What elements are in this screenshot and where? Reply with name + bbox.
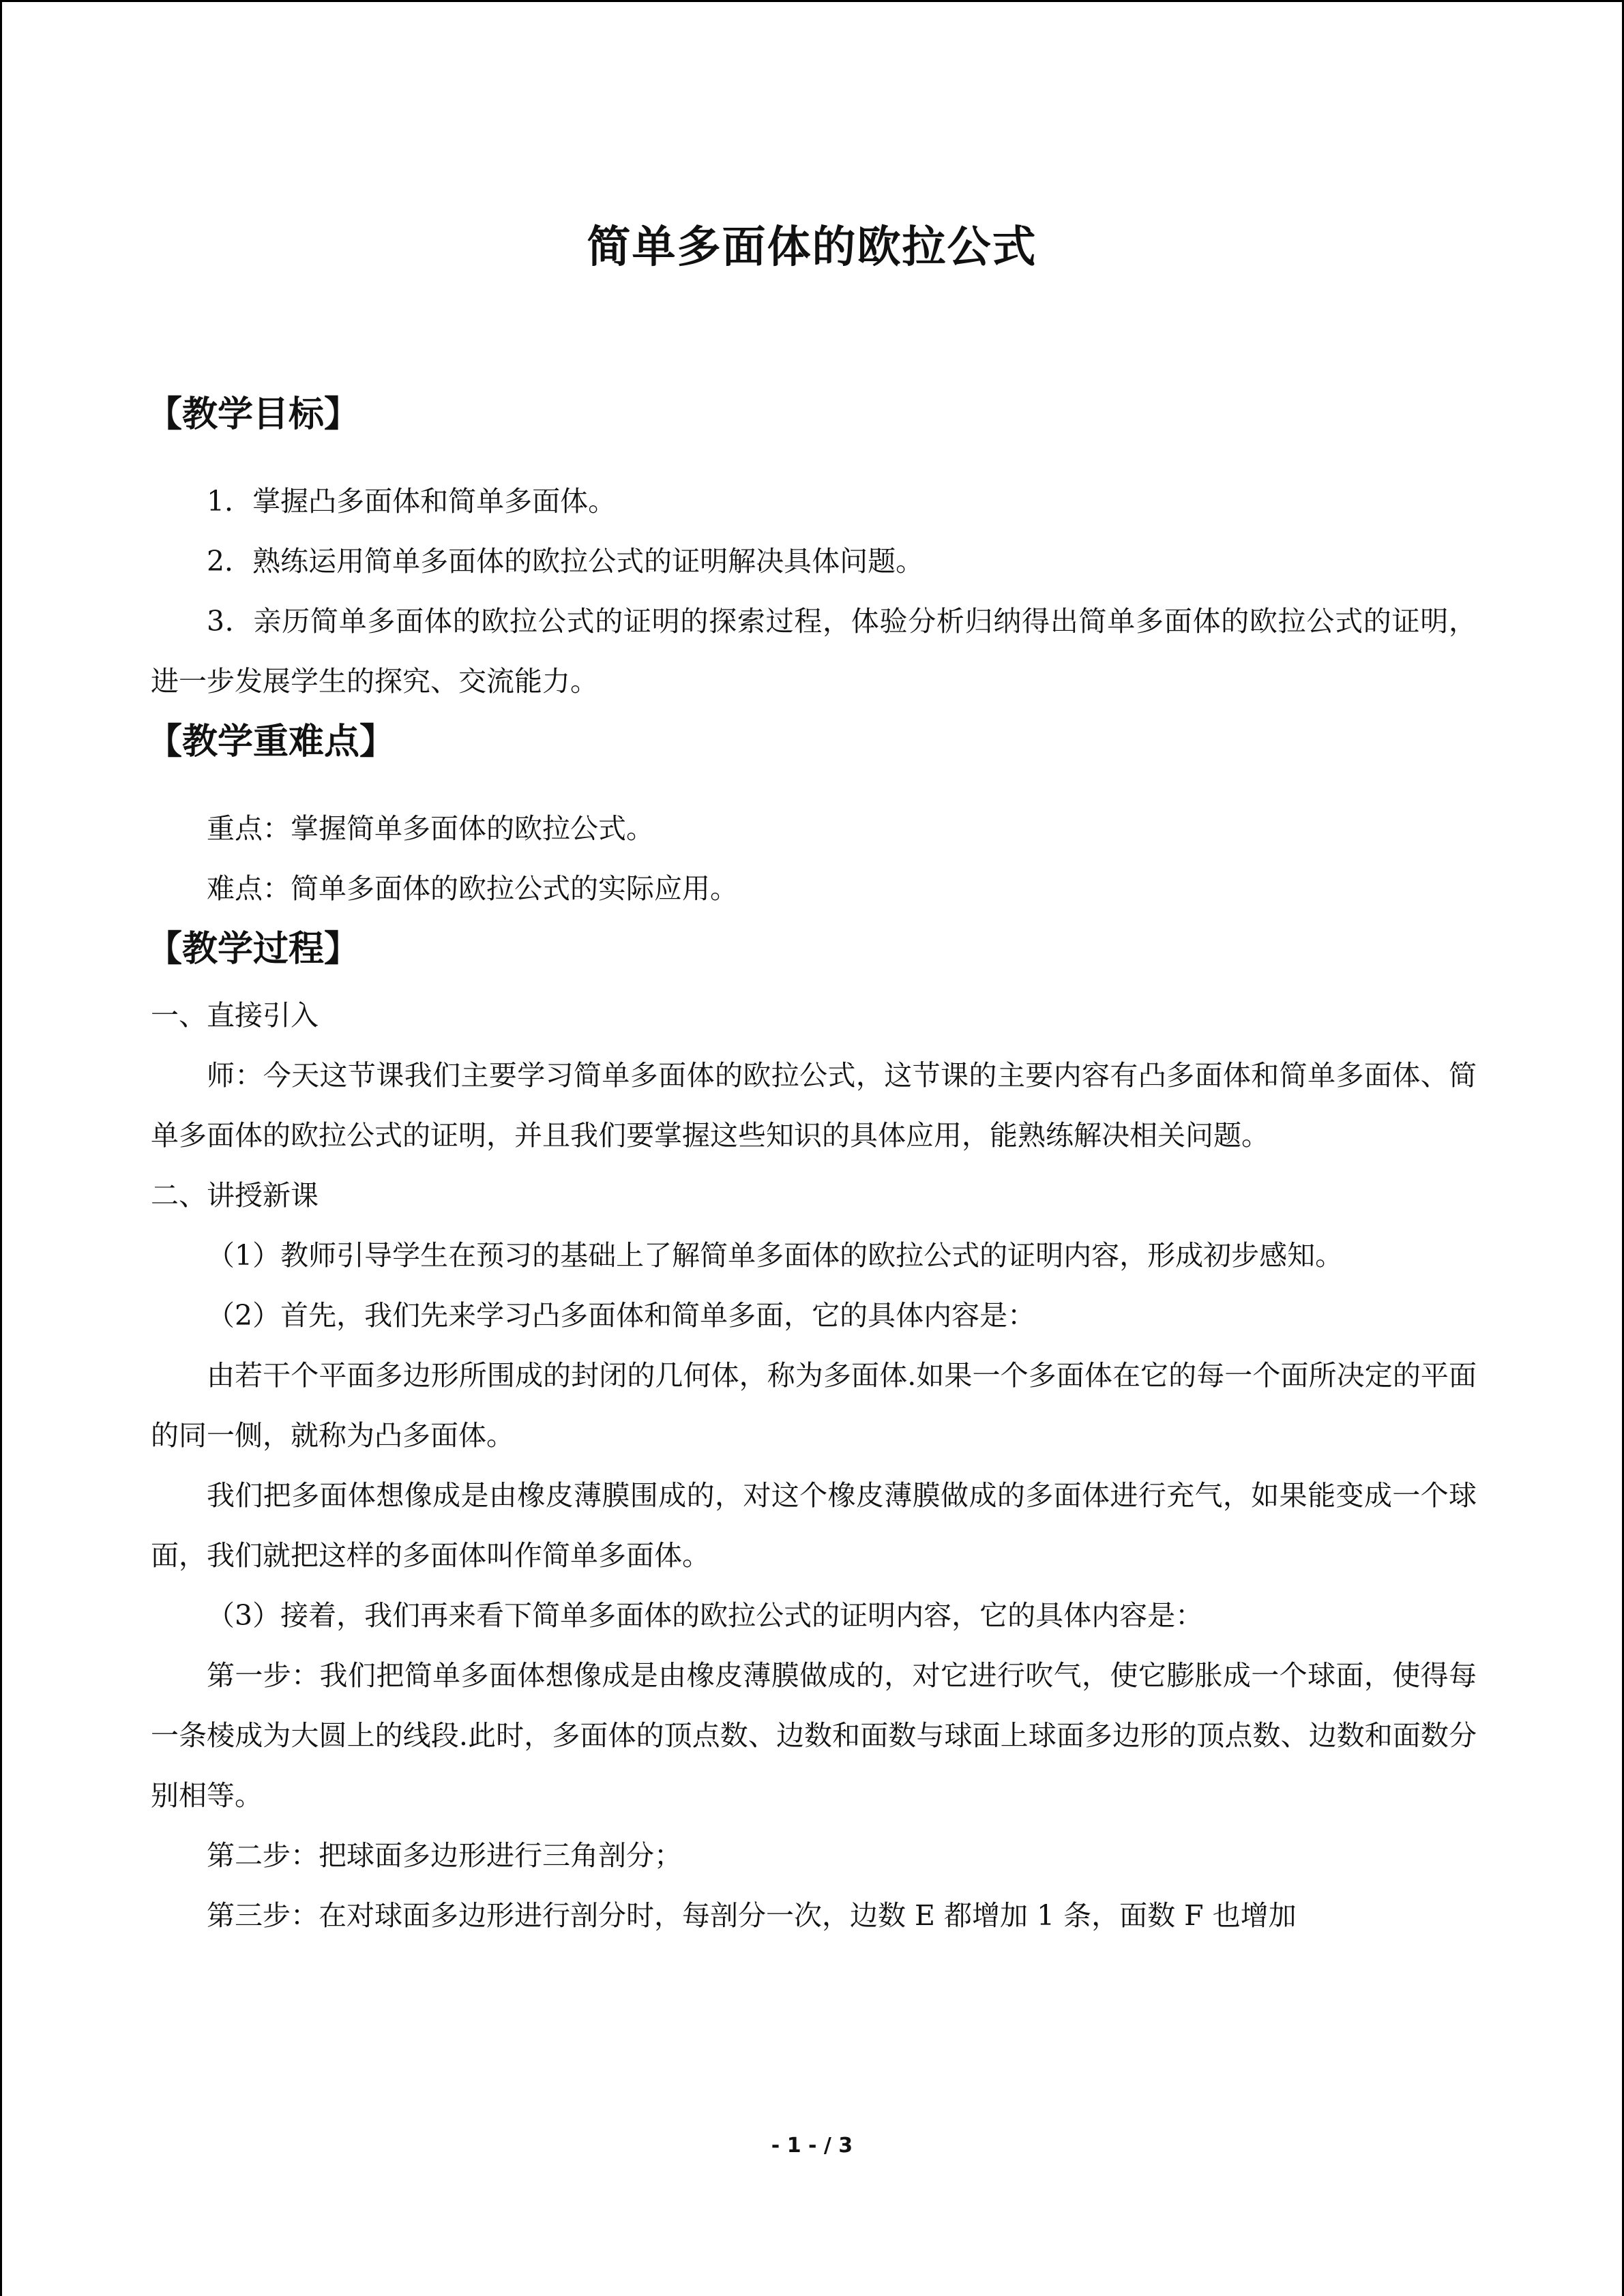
section-heading-key-points: 【教学重难点】 xyxy=(147,721,396,762)
process-step1: （1）教师引导学生在预习的基础上了解简单多面体的欧拉公式的证明内容，形成初步感知。 xyxy=(207,1239,1344,1272)
proof-step-1: 第一步：我们把简单多面体想像成是由橡皮薄膜做成的，对它进行吹气，使它膨胀成一个球面，使得每一条棱成为大圆上的线段.此时，多面体的顶点数、边数和面数与球面上球面多边形的顶点数、边数和面数分别相等。 xyxy=(151,1659,1477,1812)
key-point-difficulty: 难点：简单多面体的欧拉公式的实际应用。 xyxy=(207,872,738,905)
objective-item-2: 2．熟练运用简单多面体的欧拉公式的证明解决具体问题。 xyxy=(207,545,924,578)
objective-item-1: 1．掌握凸多面体和简单多面体。 xyxy=(207,485,617,518)
key-point-focus: 重点：掌握简单多面体的欧拉公式。 xyxy=(207,812,654,845)
process-step2: （2）首先，我们先来学习凸多面体和简单多面，它的具体内容是： xyxy=(207,1299,1036,1332)
process-part1-title: 一、直接引入 xyxy=(151,999,319,1032)
page-number: - 1 - / 3 xyxy=(771,2134,853,2158)
process-part1-text: 师：今天这节课我们主要学习简单多面体的欧拉公式，这节课的主要内容有凸多面体和简单多面体、简单多面体的欧拉公式的证明，并且我们要掌握这些知识的具体应用，能熟练解决相关问题。 xyxy=(151,1059,1477,1152)
document-body xyxy=(147,384,1477,1945)
proof-step-2: 第二步：把球面多边形进行三角剖分； xyxy=(207,1839,682,1872)
definition-simple-polyhedron: 我们把多面体想像成是由橡皮薄膜围成的，对这个橡皮薄膜做成的多面体进行充气，如果能变成一个球面，我们就把这样的多面体叫作简单多面体。 xyxy=(151,1479,1477,1572)
definition-convex-polyhedron: 由若干个平面多边形所围成的封闭的几何体，称为多面体.如果一个多面体在它的每一个面所决定的平面的同一侧，就称为凸多面体。 xyxy=(151,1359,1477,1452)
section-heading-process: 【教学过程】 xyxy=(147,929,360,970)
proof-step-3: 第三步：在对球面多边形进行剖分时，每剖分一次，边数 E 都增加 1 条，面数 F 也增加 xyxy=(207,1899,1297,1932)
process-step3: （3）接着，我们再来看下简单多面体的欧拉公式的证明内容，它的具体内容是： xyxy=(207,1599,1204,1632)
section-heading-objectives: 【教学目标】 xyxy=(147,394,360,435)
process-part2-title: 二、讲授新课 xyxy=(151,1179,319,1212)
document-title: 简单多面体的欧拉公式 xyxy=(587,222,1037,273)
objective-item-3: 3．亲历简单多面体的欧拉公式的证明的探索过程，体验分析归纳得出简单多面体的欧拉公式的证明，进一步发展学生的探究、交流能力。 xyxy=(151,605,1477,698)
